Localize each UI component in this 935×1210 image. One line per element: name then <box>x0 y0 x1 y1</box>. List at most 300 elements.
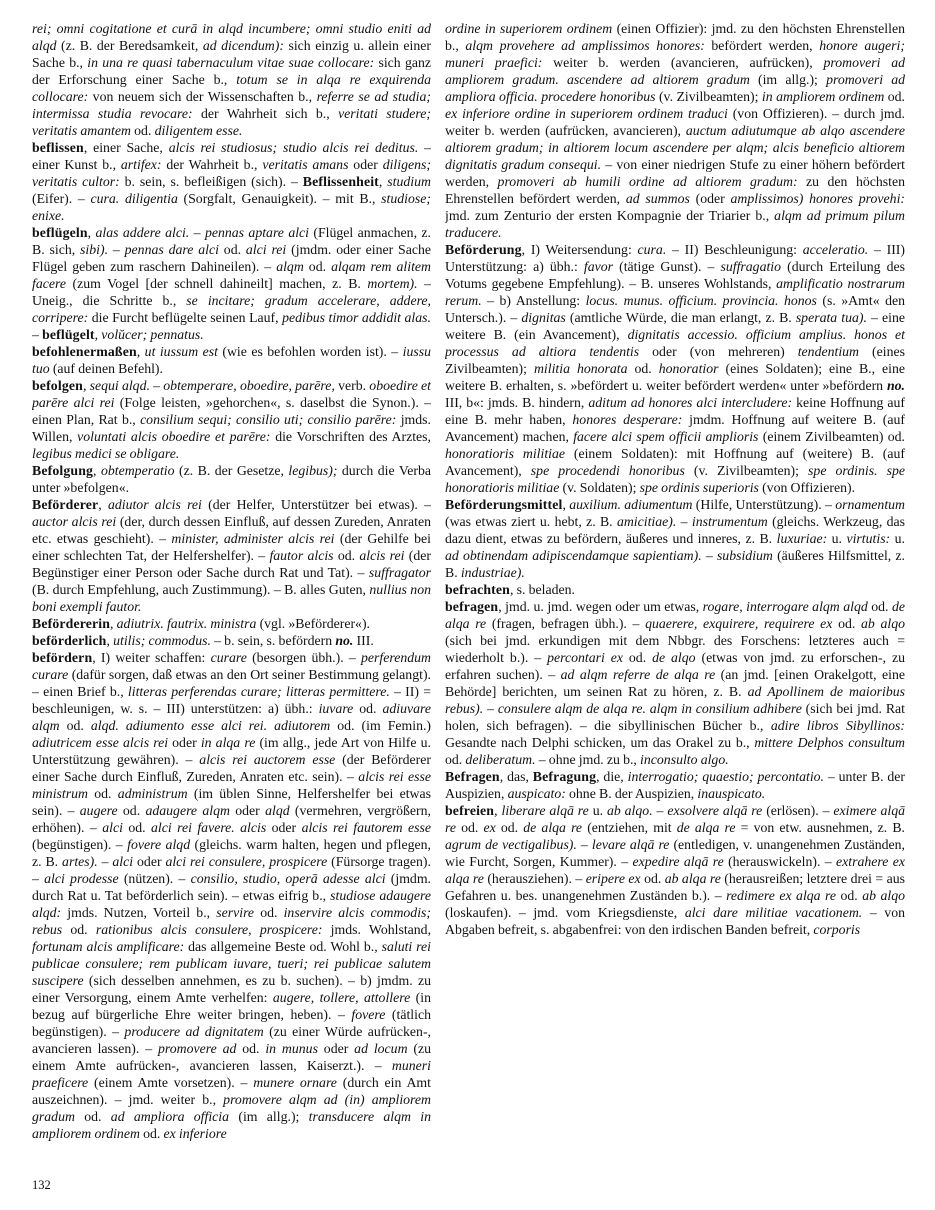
text-segment: die Vorschriften des Arztes, <box>270 429 431 444</box>
text-segment: Beförderungsmittel <box>445 497 563 512</box>
text-segment: (etwas von jmd. zu erforschen-, zu erfahren suchen). – <box>445 650 905 682</box>
text-segment: III. <box>353 633 374 648</box>
text-segment: , <box>82 378 90 393</box>
text-segment: ab alqo <box>861 616 905 631</box>
text-segment: totum se in alqa re exquirenda collocare: <box>32 72 431 104</box>
text-segment: – eine weitere B. (ein Avancement), <box>445 310 905 342</box>
text-segment: fovere alqd <box>127 837 191 852</box>
text-segment: Befragung <box>532 769 597 784</box>
text-segment: u. <box>827 531 847 546</box>
text-segment: (loskaufen). – jmd. vom Kriegsdienste, <box>445 905 685 920</box>
text-segment: od. <box>445 752 466 767</box>
text-segment: (nützen). – <box>118 871 191 886</box>
dictionary-entry <box>445 598 905 768</box>
text-segment: eximere alqā re <box>445 803 905 835</box>
text-segment: volŭcer; pennatus. <box>101 327 204 342</box>
text-segment: diligentem esse. <box>154 123 243 138</box>
text-segment: perferendum curare <box>32 650 431 682</box>
text-segment: amplificatio nostrarum rerum. <box>445 276 905 308</box>
text-segment: keine Hoffnung auf eine B. mehr haben, <box>445 395 905 427</box>
text-segment: das allgemeine Beste od. Wohl b., <box>184 939 382 954</box>
text-segment: tendentium <box>797 344 860 359</box>
text-segment: (sich bei jmd. erkundigen mit dem Nbbgr. des Forschens: letzteres auch = wiederholt b.). – <box>445 633 905 665</box>
text-segment: suffragatio <box>720 259 782 274</box>
text-segment: iuvare <box>318 701 354 716</box>
text-segment: adire libros Sibyllinos: <box>770 718 905 733</box>
text-segment: referre se ad studia; intermissa studia revocare: <box>32 89 431 121</box>
text-segment: alci rei <box>245 242 287 257</box>
text-segment: alqm provehere ad amplissimos honores: <box>465 38 705 53</box>
text-segment: , die, <box>596 769 628 784</box>
text-segment: (der Beförderer einer Sache durch Einfluß, Zureden, Anraten etc. sein). – <box>32 752 431 784</box>
text-segment: od. <box>495 820 524 835</box>
text-segment: (tätlich begünstigen). – <box>32 1007 431 1039</box>
text-segment: , <box>98 497 108 512</box>
dictionary-entry <box>32 377 431 462</box>
text-segment: consulere alqm de alqa re. alqm in consilium adhibere <box>497 701 802 716</box>
text-segment: – <box>108 242 125 257</box>
text-segment: – <box>189 225 205 240</box>
text-segment: od. <box>884 89 905 104</box>
text-segment: – <box>676 514 692 529</box>
text-segment: veritati studere; veritatis amantem <box>32 106 431 138</box>
text-segment: (von Offizieren). – durch jmd. weiter b. werden (aufrücken, avancieren), <box>445 106 905 138</box>
text-segment: obtemperare, oboedire, parēre, <box>163 378 335 393</box>
text-segment: promovere alqm ad (in) ampliorem gradum <box>32 1092 431 1124</box>
text-segment: instrumentum <box>691 514 768 529</box>
text-segment: transducere alqm in ampliorem ordinem <box>32 1109 431 1141</box>
text-segment: jmds. Wohlstand, <box>322 922 431 937</box>
text-segment: (jmdm. durch Rat u. Tat beförderlich sein). – etwas eifrig b., <box>32 871 431 903</box>
dictionary-entry <box>445 20 905 241</box>
text-segment: beflissen <box>32 140 84 155</box>
text-segment: befördern <box>32 650 93 665</box>
text-segment: litteras perferendas curare; litteras permittere. <box>127 684 390 699</box>
text-segment: fortunam alcis amplificare: <box>32 939 185 954</box>
text-segment: , <box>94 327 102 342</box>
text-segment: facere alci spem officii amplioris <box>573 429 759 444</box>
text-segment: (im allg.); <box>229 1109 309 1124</box>
text-segment: (der, durch dessen Einfluß, auf dessen Zureden, Anraten etc. etwas geschieht). – <box>32 514 431 546</box>
text-segment: spe procedendi honoribus <box>530 463 685 478</box>
text-segment: (vermehren, vergrößern, erhöhen). – <box>32 803 431 835</box>
text-segment: od. <box>303 259 332 274</box>
text-segment: (zum Vogel [der schnell dahineilt] machen, z. B. <box>65 276 368 291</box>
text-segment: alcis rei fautorem esse <box>301 820 431 835</box>
text-segment: ad ampliora officia <box>110 1109 230 1124</box>
text-segment: (der Begünstiger einer Person oder Sache durch Rat und Tat). – <box>32 548 431 580</box>
text-segment: ad dicendum): <box>202 38 284 53</box>
text-segment: – ohne jmd. zu b., <box>535 752 641 767</box>
text-segment: (tätige Gunst). – <box>613 259 721 274</box>
text-segment: aditum ad honores alci intercludere: <box>588 395 793 410</box>
text-segment: (herausreißen; letztere drei = aus Gefahren u. bes. unangenehmen Zuständen b.). – <box>445 871 905 903</box>
text-segment: (herausziehen). – <box>483 871 586 886</box>
text-segment: od. <box>455 820 484 835</box>
text-segment: honoratioris militiae <box>445 446 566 461</box>
text-segment: expedire alqā re <box>632 854 724 869</box>
text-segment: utilis; commodus. <box>113 633 211 648</box>
text-segment: III, b«: jmds. B. hindern, <box>445 395 589 410</box>
text-segment: (der Helfer, Unterstützer bei etwas). – <box>201 497 431 512</box>
text-segment: alci <box>112 854 134 869</box>
text-segment: , I) Weitersendung: <box>521 242 638 257</box>
text-segment: studiose; enixe. <box>32 191 431 223</box>
text-segment: beflügelt <box>42 327 95 342</box>
text-segment: od. <box>236 1041 266 1056</box>
text-segment: Befragen <box>445 769 500 784</box>
text-segment: befördert werden, <box>704 38 820 53</box>
text-segment: jmdm. Hoffnung auf weitere B. (auf Avancement) machen, <box>445 412 905 444</box>
text-segment: (wie es befohlen worden ist). – <box>217 344 403 359</box>
text-segment: dignitas <box>521 310 566 325</box>
text-segment: artes). <box>62 854 98 869</box>
text-segment: in munus <box>265 1041 318 1056</box>
text-segment: – <box>32 327 43 342</box>
text-segment: pennas aptare alci <box>204 225 310 240</box>
text-segment: mittere Delphos consultum <box>754 735 905 750</box>
text-columns <box>32 20 905 1162</box>
text-segment: von neuem sich der Wissenschaften b., <box>88 89 317 104</box>
text-segment: veritatis amans <box>262 157 349 172</box>
text-segment: od. <box>333 548 360 563</box>
dictionary-entry <box>32 649 431 1142</box>
text-segment: befolgen <box>32 378 83 393</box>
text-segment: – <box>97 854 113 869</box>
text-segment: (B. durch Empfehlung, auch Zustimmung). – B. alles Guten, <box>32 582 370 597</box>
text-segment: (durch ein Amt auszeichnen). – jmd. weiter b., <box>32 1075 431 1107</box>
text-segment: (dafür sorgen, daß etwas an den Ort seiner Bestimmung gelangt). – einen Brief b., <box>32 667 431 699</box>
text-segment: interrogatio; quaestio; percontatio. <box>627 769 825 784</box>
text-segment: rationibus alcis consulere, prospicere: <box>95 922 323 937</box>
text-segment: cura. <box>637 242 667 257</box>
text-segment: , I) weiter schaffen: <box>92 650 211 665</box>
dictionary-entry <box>32 224 431 343</box>
text-segment: alci dare militiae vacationem. <box>684 905 863 920</box>
text-segment: de alqa re <box>676 820 736 835</box>
text-segment: (sich desselben annehmen, es zu b. suchen). – b) jmdm. zu einer Versorgung, einem Amte verhelfen: <box>32 973 431 1005</box>
text-segment: (einem Zivilbeamten) od. <box>758 429 905 444</box>
text-segment: voluntati alcis oboedire et parēre: <box>77 429 271 444</box>
text-segment: honore augeri; muneri praefici: <box>445 38 905 70</box>
text-segment: od. <box>622 650 653 665</box>
text-segment: adiutricem esse alcis rei <box>32 735 169 750</box>
text-segment: (v. Zivilbeamten); <box>655 89 762 104</box>
dictionary-entry <box>32 632 431 649</box>
text-segment: in una re quasi tabernaculum vitae suae collocare: <box>87 55 375 70</box>
text-segment: curare <box>210 650 247 665</box>
text-segment: (sich bei jmd. Rat holen, sich befragen). – die sibyllinischen Bücher b., <box>445 701 905 733</box>
text-segment: favor <box>583 259 614 274</box>
text-segment: (fragen, befragen übh.). – <box>486 616 646 631</box>
text-segment: befreien <box>445 803 495 818</box>
text-segment: od. (im Femin.) <box>330 718 431 733</box>
text-segment: locus. munus. officium. provincia. honos <box>585 293 817 308</box>
text-segment: (jmdm. oder einer Sache Flügel geben zum raschern Dahineilen). – <box>32 242 431 274</box>
text-segment: Beflissenheit <box>302 174 379 189</box>
text-segment: – <box>652 803 668 818</box>
text-segment: (einem Soldaten): mit Hoffnung auf (weitere) B. (auf Avancement), <box>445 446 905 478</box>
text-segment: – unter B. der Auspizien, <box>445 769 905 801</box>
text-segment: inservire alcis commodis; rebus <box>32 905 431 937</box>
text-segment: , s. beladen. <box>509 582 575 597</box>
text-segment: de alqa re <box>445 599 905 631</box>
text-segment: od. <box>627 361 659 376</box>
column-left <box>32 20 431 1162</box>
dictionary-entry <box>445 581 905 598</box>
text-segment: (auf deinen Befehl). <box>49 361 163 376</box>
text-segment: alcis rei esse ministrum <box>32 769 431 801</box>
text-segment: od. <box>867 599 892 614</box>
text-segment: jmds. Willen, <box>32 412 431 444</box>
text-segment: , einer Sache, <box>83 140 169 155</box>
text-segment: (zu einem Amte aufrücken-, avancieren lassen, Kaiserzt.). – <box>32 1041 431 1073</box>
text-segment: ornamentum <box>835 497 905 512</box>
text-segment: no. <box>886 378 905 393</box>
text-segment: minister, administer alcis rei <box>171 531 335 546</box>
dictionary-entry <box>445 241 905 496</box>
text-segment: (Eifer). – <box>32 191 91 206</box>
text-segment: beflügeln <box>32 225 88 240</box>
text-segment: ex inferiore <box>163 1126 227 1141</box>
text-segment: (im üblen Sinne, Helfershelfer bei etwas sein). – <box>32 786 431 818</box>
column-right <box>445 20 905 1162</box>
text-segment: (Fürsorge tragen). – <box>32 854 431 886</box>
text-segment: spe ordinis. spe honoratioris militiae <box>445 463 905 495</box>
text-segment: jmds. Nutzen, Vorteil b., <box>61 905 217 920</box>
text-segment: (amtliche Würde, die man erlangt, z. B. <box>565 310 796 325</box>
text-segment: percontari ex <box>547 650 623 665</box>
text-segment: od. <box>59 718 91 733</box>
text-segment: (zu einer Würde aufrücken-, avancieren lassen). – <box>32 1024 431 1056</box>
text-segment: saluti rei publicae consulere; rem publicam iuvare, tueri; rei publicae salutem suscipere <box>32 939 431 988</box>
text-segment: Beförderung <box>445 242 522 257</box>
text-segment: – von Abgaben befreit, s. abgabenfrei: von den irdischen Banden befreit, <box>445 905 905 937</box>
text-segment: agrum de vectigalibus). <box>445 837 577 852</box>
text-segment: in ampliorem ordinem <box>761 89 885 104</box>
text-segment: ohne B. der Auspizien, <box>565 786 698 801</box>
text-segment: (eines Soldaten); eine B., eine weitere B. erhalten, s. »befördert u. weiter befördert werden« unter »befördern <box>445 361 905 393</box>
text-segment: (vgl. »Beförderer«). <box>256 616 370 631</box>
text-segment: artifex: <box>120 157 162 172</box>
text-segment: od. <box>218 242 246 257</box>
text-segment: promoveri ad ampliorem gradum. ascendere ad altiorem gradum <box>445 55 905 87</box>
text-segment: , <box>106 633 114 648</box>
text-segment: (einen Offizier): jmd. zu den höchsten Ehrenstellen b., <box>445 21 905 53</box>
text-segment: b. sein, s. befleißigen (sich). – <box>119 174 303 189</box>
text-segment: promoveri ab humili ordine ad altiorem gradum: <box>497 174 798 189</box>
text-segment: ex <box>483 820 496 835</box>
text-segment: oder <box>348 157 383 172</box>
dictionary-entry <box>32 20 431 139</box>
text-segment: administrum <box>117 786 188 801</box>
text-segment: Befördererin <box>32 616 111 631</box>
text-segment: (Hilfe, Unterstützung). – <box>692 497 836 512</box>
text-segment: promoveri ad ampliora officia. procedere honoribus <box>445 72 905 104</box>
text-segment: sequi alqd. <box>89 378 150 393</box>
text-segment: od. <box>254 905 284 920</box>
text-segment: oder <box>317 1041 355 1056</box>
text-segment: (s. »Amt« den Untersch.). – <box>445 293 905 325</box>
text-segment: (was etwas ziert u. hebt, z. B. <box>445 514 617 529</box>
text-segment: od. <box>832 616 862 631</box>
text-segment: sich einzig u. allein einer Sache b., <box>32 38 431 70</box>
text-segment: od. <box>122 820 151 835</box>
text-segment: rogare, interrogare alqm alqd <box>702 599 868 614</box>
text-segment: virtutis: <box>846 531 891 546</box>
text-segment: pennas dare alci <box>124 242 219 257</box>
text-segment: = von etw. ausnehmen, z. B. <box>735 820 905 835</box>
text-segment: der Wahrheit b., <box>161 157 263 172</box>
text-segment: quaerere, exquirere, requirere ex <box>645 616 833 631</box>
text-segment: obtemperatio <box>100 463 175 478</box>
text-segment: od. <box>117 803 146 818</box>
text-segment: Gesandte nach Delphi schicken, um das Orakel zu b., <box>445 735 755 750</box>
text-segment: , <box>494 803 502 818</box>
text-segment: alci rei favere. alcis <box>151 820 267 835</box>
text-segment: liberare alqā re <box>501 803 589 818</box>
text-segment: adiutor alcis rei <box>107 497 202 512</box>
text-segment: ad obtinendam adipiscendamque sapientiam). <box>445 548 702 563</box>
text-segment: (im allg.); <box>749 72 827 87</box>
text-segment: ad summos <box>625 191 690 206</box>
text-segment: (oder <box>689 191 731 206</box>
text-segment: corporis <box>813 922 861 937</box>
text-segment: auspicato: <box>507 786 566 801</box>
text-segment: (der Gehilfe bei einer schlechten Tat, der Helfershelfer). – <box>32 531 431 563</box>
text-segment: eripere ex <box>585 871 641 886</box>
text-segment: redimere ex alqa re <box>726 888 837 903</box>
text-segment: de alqa re <box>523 820 583 835</box>
text-segment: oder (von mehreren) <box>639 344 798 359</box>
text-segment: auctor alcis rei <box>32 514 117 529</box>
text-segment: se incitare; gradum accelerare, addere, corripere: <box>32 293 431 325</box>
text-segment: alci rei consulere, prospicere <box>165 854 328 869</box>
text-segment: muneri praeficere <box>32 1058 431 1090</box>
text-segment: alcis rei studiosus; studio alcis rei deditus. <box>168 140 419 155</box>
text-segment: alqd <box>265 803 290 818</box>
text-segment: ex inferiore ordine in superiorem ordinem traduci <box>445 106 728 121</box>
text-segment: sich ganz der Erforschung einer Sache b., <box>32 55 431 87</box>
text-segment: consilium sequi; consilio uti; consilio parēre: <box>140 412 397 427</box>
text-segment: (erlösen). – <box>762 803 834 818</box>
text-segment: ad locum <box>354 1041 408 1056</box>
text-segment: augere, tollere, attollere <box>272 990 411 1005</box>
text-segment: oboedire et parēre alci rei <box>32 378 431 410</box>
text-segment: adiutrix. fautrix. ministra <box>116 616 257 631</box>
text-segment: od. <box>74 1109 111 1124</box>
text-segment: (durch Erteilung des Votums gegebene Empfehlung). – B. unseres Wohlstands, <box>445 259 905 291</box>
text-segment: munere ornare <box>253 1075 337 1090</box>
text-segment: od. <box>87 786 118 801</box>
text-segment: ab alqa re <box>664 871 721 886</box>
text-segment: – II) = beschleunigen, w. s. – III) unterstützen: a) übh.: <box>32 684 431 716</box>
dictionary-entry <box>32 343 431 377</box>
text-segment: industriae). <box>460 565 525 580</box>
text-segment: alqm ad primum pilum traducere. <box>445 208 905 240</box>
text-segment: (einem Amte vorsetzen). – <box>88 1075 254 1090</box>
dictionary-entry <box>32 139 431 224</box>
text-segment: (im allg., jede Art von Hilfe u. Unterstützung gewähren). – <box>32 735 431 767</box>
text-segment: legibus medici se obligare. <box>32 446 180 461</box>
text-segment: , <box>378 174 388 189</box>
text-segment: (Sorgfalt, Genauigkeit). – mit B., <box>177 191 382 206</box>
text-segment: rei; omni cogitatione et curā in alqd incumbere; omni studio eniti ad alqd <box>32 21 431 53</box>
text-segment: subsidium <box>716 548 773 563</box>
text-segment: jmd. zum Zenturio der ersten Kompagnie der Triarier b., <box>445 208 775 223</box>
text-segment: honores desperare: <box>572 412 683 427</box>
text-segment: iussu tuo <box>32 344 431 376</box>
text-segment: luxuriae: <box>776 531 828 546</box>
text-segment: servire <box>216 905 255 920</box>
text-segment: (Flügel anmachen, z. B. sich, <box>32 225 431 257</box>
text-segment: acceleratio. <box>802 242 869 257</box>
text-segment: od. <box>353 701 383 716</box>
text-segment: oder <box>266 820 302 835</box>
text-segment: mortem). <box>367 276 418 291</box>
text-segment: od. <box>836 888 863 903</box>
page-number: 132 <box>32 1178 51 1192</box>
text-segment: (in bezug auf bürgerliche Ehre weiter bringen, heben). – <box>32 990 431 1022</box>
text-segment: deliberatum. <box>465 752 536 767</box>
text-segment: alqam rem alitem facere <box>32 259 431 291</box>
text-segment: (begünstigen). – <box>32 837 128 852</box>
text-segment: Beförderer <box>32 497 99 512</box>
text-segment: od. <box>640 871 665 886</box>
text-segment: zu den höchsten Ehrenstellen befördert werden, <box>445 174 905 206</box>
text-segment: , das, <box>499 769 533 784</box>
text-segment: auxilium. adiumentum <box>569 497 693 512</box>
text-segment: (herauswickeln). – <box>723 854 837 869</box>
text-segment: u. <box>890 531 905 546</box>
text-segment: beförderlich <box>32 633 107 648</box>
text-segment: in alqa re <box>200 735 256 750</box>
text-segment: alci prodesse <box>44 871 119 886</box>
text-segment: (v. Zivilbeamten); <box>684 463 809 478</box>
text-segment: exsolvere alqā re <box>667 803 763 818</box>
text-segment: alqd. adiumento esse alci rei. adiutorem <box>90 718 331 733</box>
text-segment: fautor alcis <box>269 548 334 563</box>
text-segment: consilio, studio, operā adesse alci <box>190 871 386 886</box>
text-segment: auctum adiutumque ab alqo ascendere altiorem gradum; in altiorem locum ascendere per alqm; alcis beneficio altiorem dignitatis gradum consequi. <box>445 123 905 172</box>
text-segment: od. <box>139 1126 164 1141</box>
text-segment: alci <box>102 820 123 835</box>
text-segment: legibus); <box>288 463 338 478</box>
text-segment: befrachten <box>445 582 510 597</box>
text-segment: diligens; veritatis cultor: <box>32 157 431 189</box>
dictionary-entry <box>445 496 905 581</box>
text-segment: producere ad dignitatem <box>124 1024 264 1039</box>
text-segment: od. <box>62 922 96 937</box>
text-segment: ordine in superiorem ordinem <box>445 21 613 36</box>
text-segment: – von einer niedrigen Stufe zu einer höhern befördert werden, <box>445 157 905 189</box>
text-segment: weiter b. werden (avancieren, aufrücken), <box>542 55 824 70</box>
text-segment: (von Offizieren). <box>758 480 856 495</box>
text-segment: , <box>93 463 101 478</box>
text-segment: – II) Beschleunigung: <box>666 242 803 257</box>
dictionary-entry <box>32 496 431 615</box>
text-segment: oder <box>133 854 166 869</box>
text-segment: (gleichs. Werkzeug, das dazu dient, etwas zu befördern, äußeres und inneres, z. B. <box>445 514 905 546</box>
text-segment: (entziehen, mit <box>582 820 677 835</box>
text-segment: cura. diligentia <box>90 191 178 206</box>
text-segment: ad alqm referre de alqa re <box>560 667 716 682</box>
text-segment: adaugere alqm <box>145 803 230 818</box>
text-segment: no. <box>335 633 354 648</box>
text-segment: – III) Unterstützung: a) übh.: <box>445 242 905 274</box>
dictionary-entry <box>32 615 431 632</box>
text-segment: levare alqā re <box>591 837 670 852</box>
